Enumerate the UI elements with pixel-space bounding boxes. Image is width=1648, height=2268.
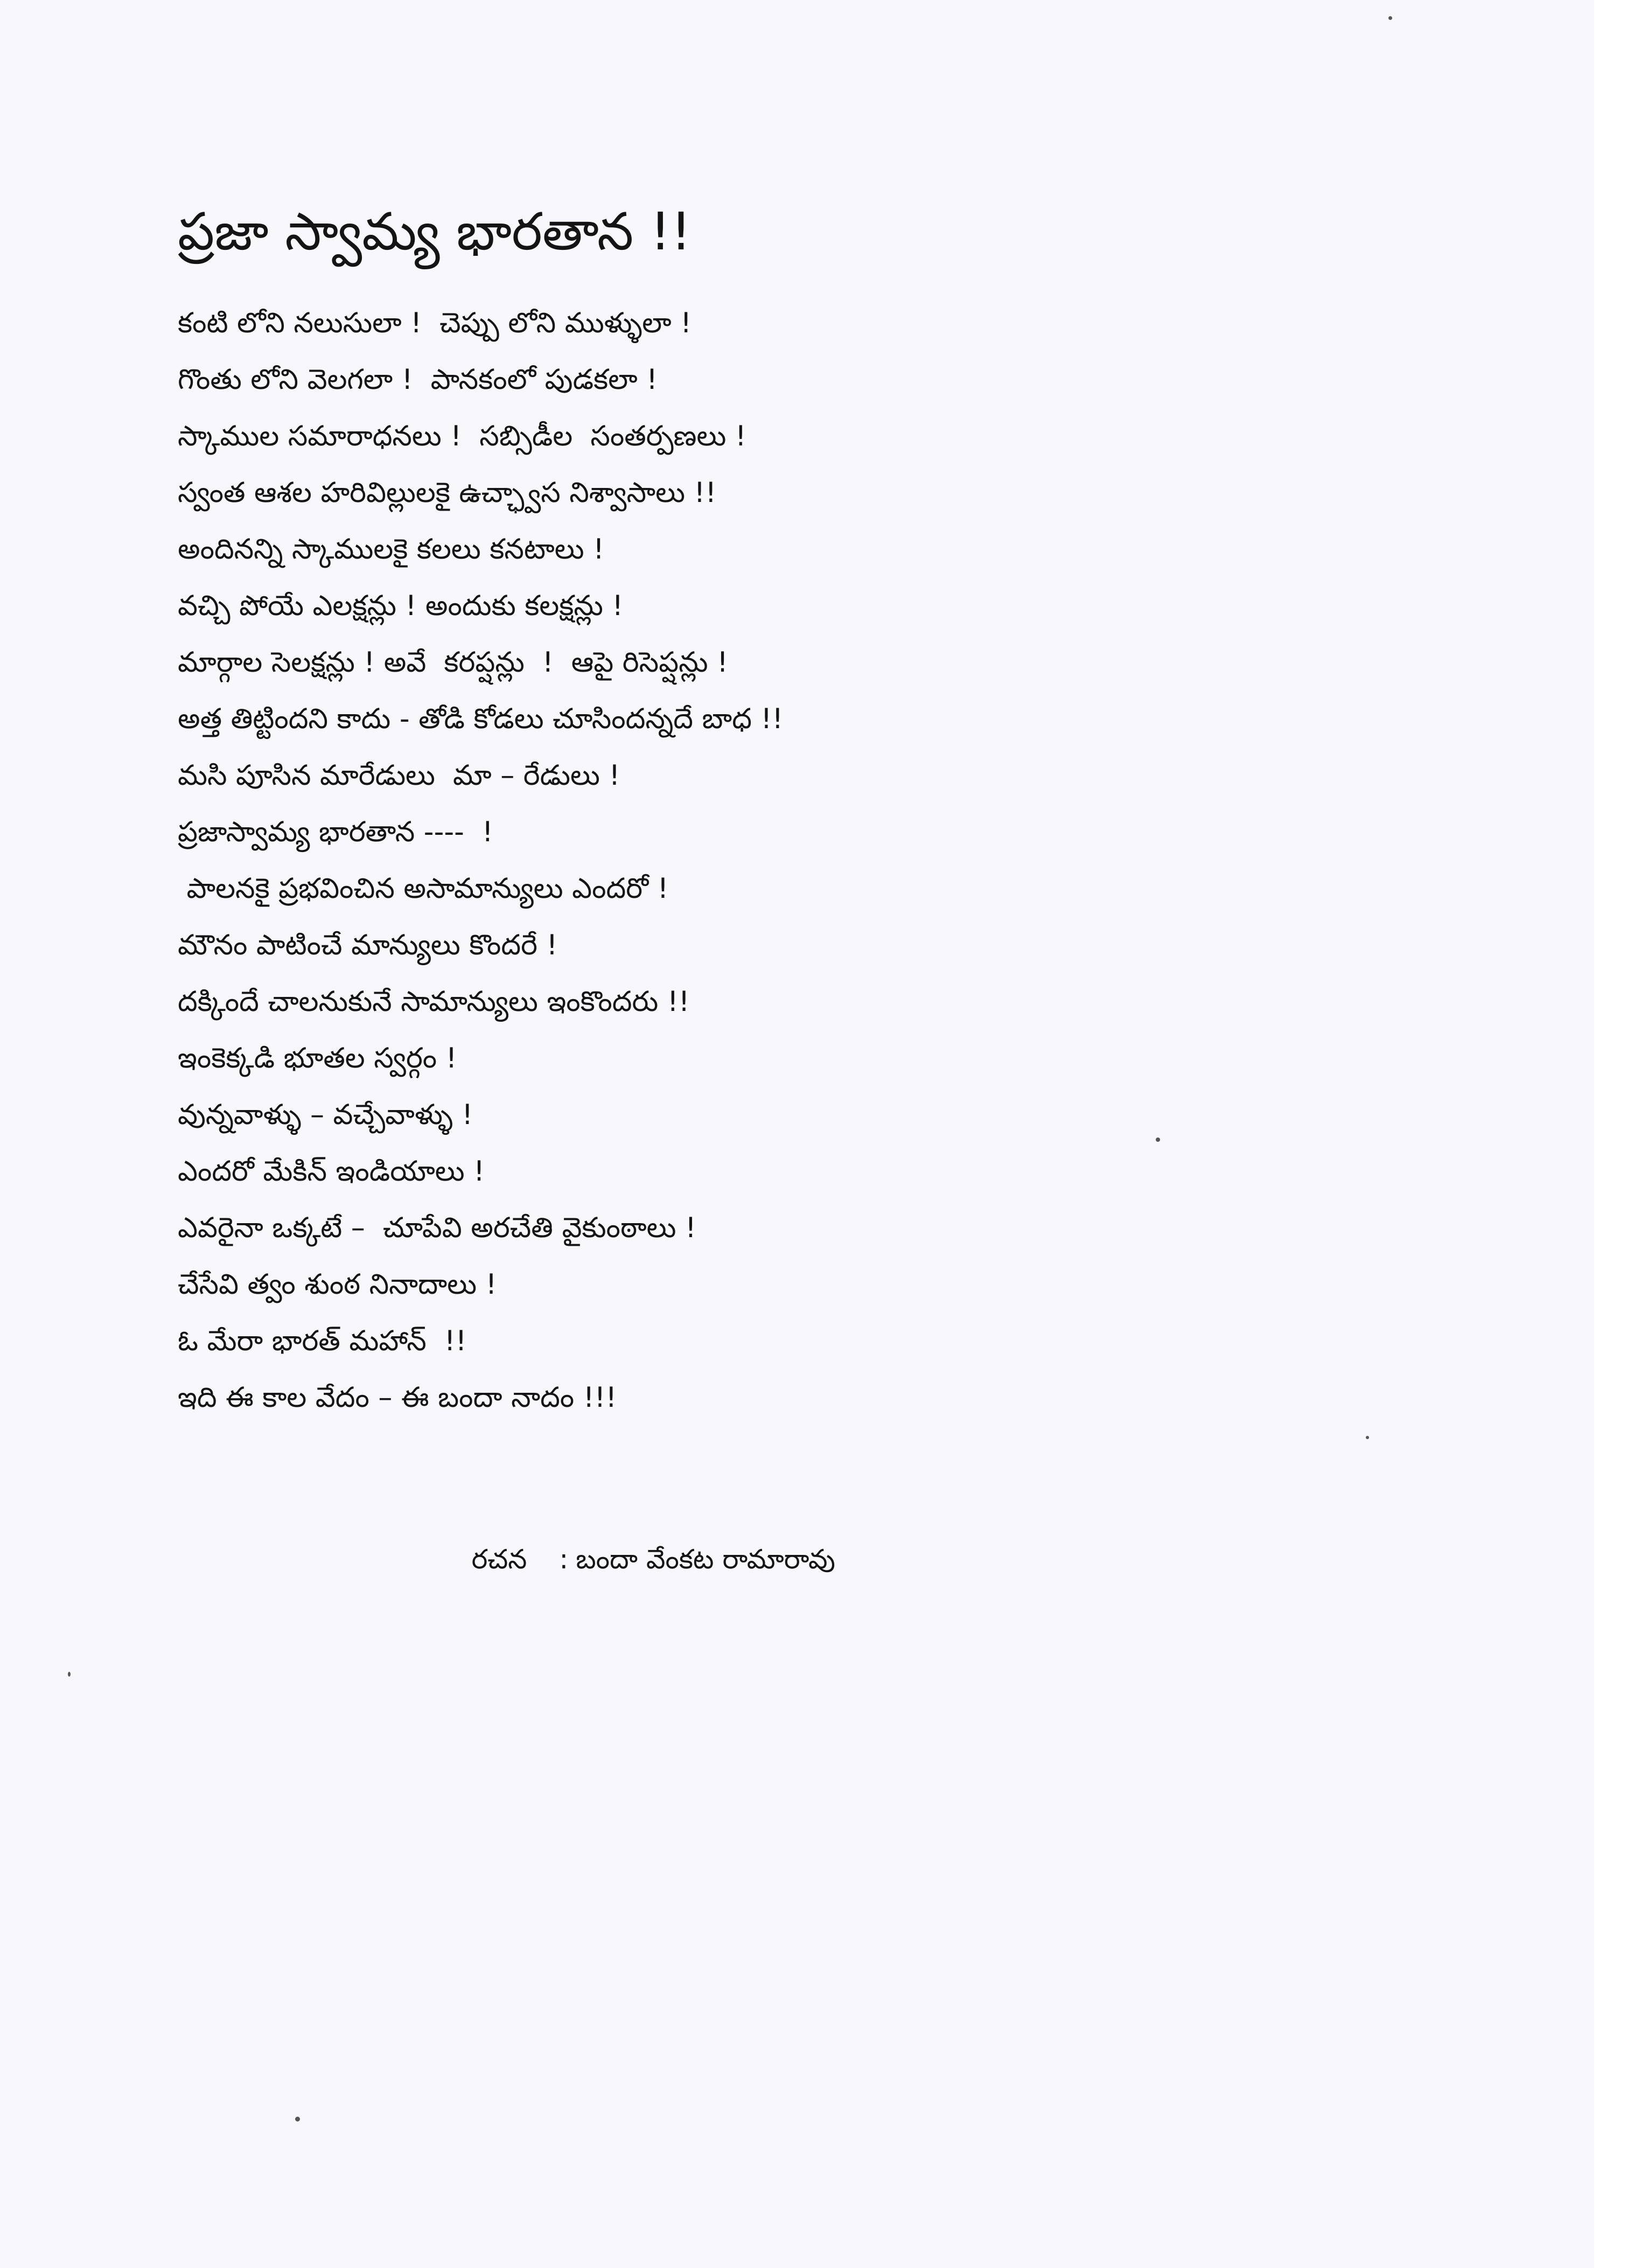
poem-line: మసి పూసిన మారేడులు మా – రేడులు !	[178, 759, 620, 792]
poem-line: మార్గాల సెలక్షన్లు ! అవే కరప్షన్లు ! ఆపై రిసెప్షన్లు !	[178, 646, 728, 679]
poem-line: వున్నవాళ్ళు – వచ్చేవాళ్ళు !	[178, 1099, 473, 1131]
poem-line: మౌనం పాటించే మాన్యులు కొందరే !	[178, 929, 558, 961]
poem-line: వచ్చి పోయే ఎలక్షన్లు ! అందుకు కలక్షన్లు !	[178, 590, 624, 622]
poem-line: ప్రజాస్వామ్య భారతాన ---- !	[178, 816, 493, 848]
author-credit	[437, 1495, 835, 1624]
poem-line: ఎవరైనా ఒక్కటే – చూపేవి అరచేతి వైకుంఠాలు !	[178, 1212, 696, 1244]
poem-line: ఎందరో మేకిన్ ఇండియాలు !	[178, 1155, 485, 1188]
credit-separator: :	[559, 1544, 569, 1575]
poem-line: స్వంత ఆశల హరివిల్లులకై ఉచ్ఛ్వాస నిశ్వాసాలు !!	[178, 477, 717, 509]
scan-speck	[1388, 16, 1392, 20]
scan-speck	[295, 2117, 300, 2122]
poem-title: ప్రజా స్వామ్య భారతాన !!	[178, 201, 692, 262]
poem-line: స్కాముల సమారాధనలు ! సబ్సిడీల సంతర్పణలు !	[178, 420, 746, 452]
poem-line: దక్కిందే చాలనుకునే సామాన్యులు ఇంకొందరు !!	[178, 986, 690, 1018]
author-name: బందా వేంకట రామారావు	[576, 1544, 835, 1575]
poem-line: ఇది ఈ కాల వేదం – ఈ బందా నాదం !!!	[178, 1381, 617, 1414]
poem-line: అత్త తిట్టిందని కాదు - తోడి కోడలు చూసిందన్నదే బాధ !!	[178, 703, 784, 735]
poem-body	[178, 295, 783, 1426]
poem-line: పాలనకై ప్రభవించిన అసామాన్యులు ఎందరో !	[178, 873, 669, 905]
scan-speck	[1366, 1436, 1369, 1439]
scan-speck	[68, 1672, 71, 1677]
page-edge	[1594, 0, 1648, 2268]
poem-line: అందినన్ని స్కాములకై కలలు కనటాలు !	[178, 533, 604, 566]
poem-line: చేసేవి త్వం శుంఠ నినాదాలు !	[178, 1268, 497, 1301]
poem-line: గొంతు లోని వెలగలా ! పానకంలో పుడకలా !	[178, 364, 658, 396]
scan-speck	[1156, 1138, 1160, 1142]
credit-label: రచన	[471, 1544, 527, 1575]
poem-line: ఓ మేరా భారత్ మహాన్ !!	[178, 1325, 467, 1357]
poem-line: కంటి లోని నలుసులా ! చెప్పు లోని ముళ్ళులా !	[178, 307, 692, 339]
poem-line: ఇంకెక్కడి భూతల స్వర్గం !	[178, 1042, 457, 1074]
